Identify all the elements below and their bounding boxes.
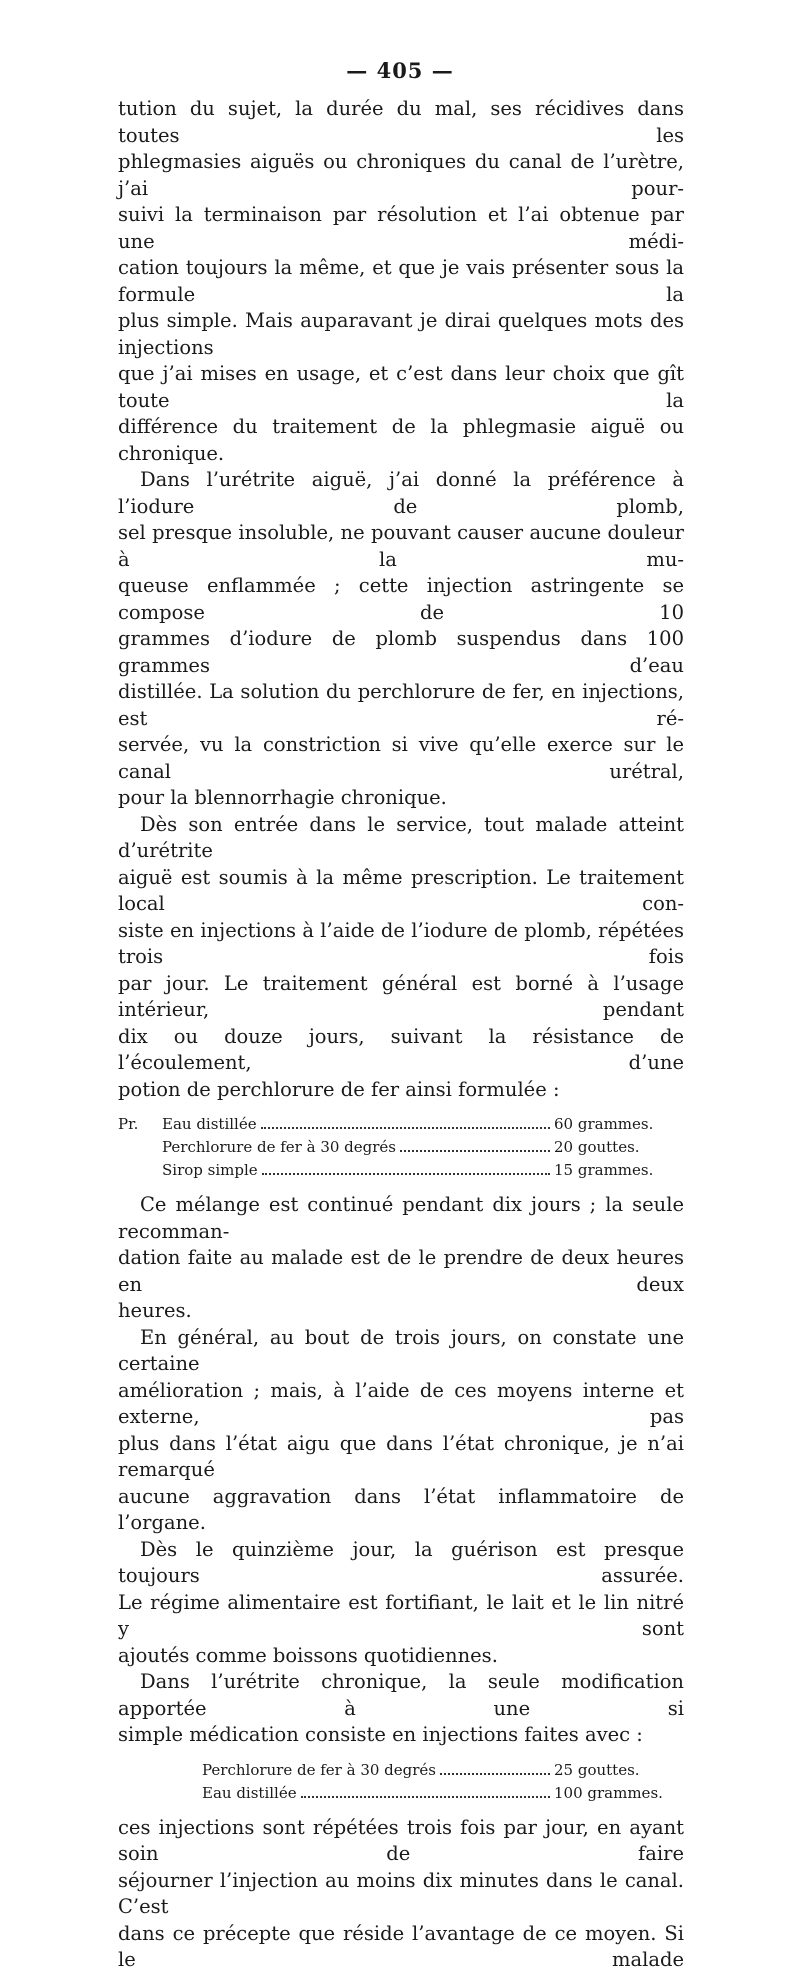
formula-row xyxy=(118,1113,684,1136)
text-line: dation faite au malade est de le prendre de deux heures en deux xyxy=(118,1246,684,1296)
text-line: aucune aggravation dans l’état inflammatoire de l’organe. xyxy=(118,1484,684,1534)
text-line: Ce mélange est continué pendant dix jours ; la seule recomman- xyxy=(118,1193,684,1243)
formula-quantity: 60 grammes. xyxy=(554,1115,654,1133)
leader-dots xyxy=(301,1782,550,1798)
leader-dots xyxy=(261,1113,550,1129)
formula-row xyxy=(118,1136,684,1159)
text-line: servée, vu la constriction si vive qu’elle exerce sur le canal urétral, xyxy=(118,733,684,783)
paragraph-6 xyxy=(118,1537,684,1670)
text-line: séjourner l’injection au moins dix minutes dans le canal. C’est xyxy=(118,1868,684,1918)
formula-item: Perchlorure de fer à 30 degrés xyxy=(162,1138,397,1156)
prescription-formula-2 xyxy=(118,1759,684,1805)
text-line: pour la blennorrhagie chronique. xyxy=(118,786,447,809)
formula-quantity: 25 gouttes. xyxy=(554,1760,640,1779)
text-line: siste en injections à l’aide de l’iodure de plomb, répétées trois fois xyxy=(118,918,684,968)
leader-dots xyxy=(400,1136,550,1152)
text-line: simple médication consiste en injections faites avec : xyxy=(118,1723,643,1746)
text-line: En général, au bout de trois jours, on constate une certaine xyxy=(118,1325,684,1375)
text-line: queuse enflammée ; cette injection astringente se compose de 10 xyxy=(118,574,684,624)
text-line: suivi la terminaison par résolution et l’ai obtenue par une médi- xyxy=(118,203,684,253)
leader-dots xyxy=(262,1159,550,1175)
formula-item: Eau distillée xyxy=(162,1115,257,1133)
paragraph-3 xyxy=(118,812,684,1104)
text-line: ajoutés comme boissons quotidiennes. xyxy=(118,1643,498,1667)
formula-row xyxy=(118,1782,684,1805)
text-line: grammes d’iodure de plomb suspendus dans 100 grammes d’eau xyxy=(118,627,684,677)
text-line: que j’ai mises en usage, et c’est dans leur choix que gît toute la xyxy=(118,362,684,412)
formula-row xyxy=(118,1159,684,1182)
text-line: sel presque insoluble, ne pouvant causer aucune douleur à la mu- xyxy=(118,521,684,571)
paragraph-7 xyxy=(118,1669,684,1749)
paragraph-2 xyxy=(118,467,684,812)
text-line: distillée. La solution du perchlorure de fer, en injections, est ré- xyxy=(118,680,684,730)
leader-dots xyxy=(440,1759,550,1775)
text-line: Dès le quinzième jour, la guérison est presque toujours assurée. xyxy=(118,1537,684,1587)
text-line: amélioration ; mais, à l’aide de ces moyens interne et externe, pas xyxy=(118,1378,684,1428)
formula-row xyxy=(118,1759,684,1782)
text-line: par jour. Le traitement général est borné à l’usage intérieur, pendant xyxy=(118,971,684,1021)
formula-item: Eau distillée xyxy=(202,1783,297,1802)
text-line: Dès son entrée dans le service, tout malade atteint d’urétrite xyxy=(118,812,684,862)
text-line: plus dans l’état aigu que dans l’état chronique, je n’ai remarqué xyxy=(118,1431,684,1481)
text-line: tution du sujet, la durée du mal, ses récidives dans toutes les xyxy=(118,97,684,147)
text-line: dix ou douze jours, suivant la résistance de l’écoulement, d’une xyxy=(118,1024,684,1074)
formula-item: Sirop simple xyxy=(162,1161,258,1179)
prescription-formula-1 xyxy=(118,1113,684,1182)
paragraph-1 xyxy=(118,96,684,467)
text-line: dans ce précepte que réside l’avantage de ce moyen. Si le malade xyxy=(118,1921,684,1971)
text-line: cation toujours la même, et que je vais présenter sous la formule la xyxy=(118,256,684,306)
text-line: phlegmasies aiguës ou chroniques du canal de l’urètre, j’ai pour- xyxy=(118,150,684,200)
text-line: heures. xyxy=(118,1299,192,1322)
text-line: Le régime alimentaire est fortifiant, le lait et le lin nitré y sont xyxy=(118,1590,684,1640)
text-line: plus simple. Mais auparavant je dirai quelques mots des injections xyxy=(118,309,684,359)
text-line: potion de perchlorure de fer ainsi formulée : xyxy=(118,1077,560,1101)
text-line: ces injections sont répétées trois fois par jour, en ayant soin de faire xyxy=(118,1815,684,1865)
page-number: — 405 — xyxy=(346,58,454,83)
text-line: Dans l’urétrite chronique, la seule modification apportée à une si xyxy=(118,1670,684,1720)
paragraph-5 xyxy=(118,1325,684,1537)
text-line: aiguë est soumis à la même prescription. Le traitement local con- xyxy=(118,865,684,915)
formula-quantity: 100 grammes. xyxy=(554,1783,663,1802)
formula-quantity: 20 gouttes. xyxy=(554,1138,640,1156)
formula-quantity: 15 grammes. xyxy=(554,1161,654,1179)
paragraph-8 xyxy=(118,1815,684,1974)
formula-item: Perchlorure de fer à 30 degrés xyxy=(202,1760,437,1779)
body-text xyxy=(118,96,684,1974)
text-line: Dans l’urétrite aiguë, j’ai donné la préférence à l’iodure de plomb, xyxy=(118,468,684,518)
text-line: différence du traitement de la phlegmasie aiguë ou chronique. xyxy=(118,415,684,465)
formula-prefix: Pr. xyxy=(118,1115,139,1133)
paragraph-4 xyxy=(118,1192,684,1325)
